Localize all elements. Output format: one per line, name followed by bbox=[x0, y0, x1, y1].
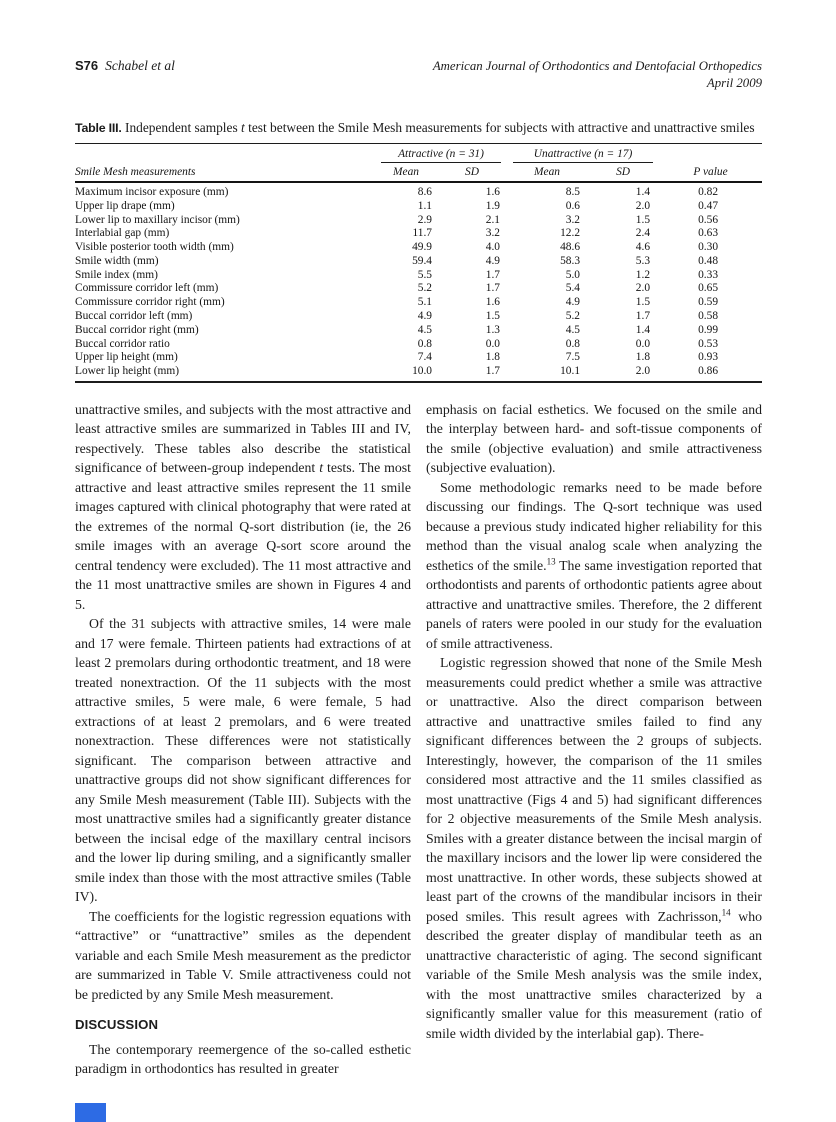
measurement-label: Maximum incisor exposure (mm) bbox=[75, 186, 229, 198]
measurement-value: 5.0 bbox=[565, 268, 581, 281]
measurement-value: 0.53 bbox=[698, 337, 719, 350]
measurement-value: 0.86 bbox=[698, 365, 719, 378]
body-paragraph: Some methodologic remarks need to be made before discussing our findings. The Q-sort technique was used because a previous study indicated higher reliability for this method than the visual analog scale when analyzing the esthetics of the smile.$^{13}$ The same investigation reported that orthodontists and parents of orthodontic patients agree about attractive and unattractive smiles. Therefore, the 2 different panels of raters were pooled in our study for the evaluation of smile attractiveness. bbox=[426, 479, 763, 651]
table-row bbox=[75, 199, 762, 213]
measurement-value: 58.3 bbox=[560, 254, 581, 267]
measurement-value: 8.5 bbox=[565, 186, 581, 198]
measurement-label: Smile index (mm) bbox=[75, 268, 158, 281]
measurement-value: 12.2 bbox=[560, 227, 581, 240]
measurement-value: 0.48 bbox=[698, 254, 719, 267]
measurement-value: 0.56 bbox=[698, 213, 719, 226]
measurement-value: 0.30 bbox=[698, 241, 719, 254]
measurement-value: 3.2 bbox=[485, 227, 501, 240]
measurement-label: Commissure corridor right (mm) bbox=[75, 296, 225, 309]
journal-title: American Journal of Orthodontics and Dentofacial Orthopedics bbox=[432, 59, 762, 73]
measurement-value: 10.0 bbox=[412, 365, 432, 378]
column-header-measurement: Smile Mesh measurements bbox=[75, 163, 375, 182]
measurement-value: 0.8 bbox=[565, 337, 581, 350]
body-paragraph: Of the 31 subjects with attractive smiles, 14 were male and 17 were female. Thirteen patients had extractions of at least 2 premolars during orthodontic treatment, and 18 were treated nonextraction. Of the 11 subjects with the most attractive smiles, 5 were male, 6 were female, 5 had extractions of at least 2 premolars, and 6 were treated nonextraction. These differences were not statistically significant. The comparison between attractive and unattractive groups did not show significant differences for any Smile Mesh measurement (Table III). Subjects with the most unattractive smiles had a significantly greater distance between the incisal edge of the maxillary central incisors and the lower lip during smiling, and a significantly smaller smile index than those with the most attractive smiles (Table IV). bbox=[75, 616, 411, 905]
running-head-right bbox=[433, 58, 762, 92]
measurement-value: 4.9 bbox=[565, 296, 581, 309]
body-paragraph: Logistic regression showed that none of the Smile Mesh measurements could predict whether a smile was attractive or unattractive. Also the direct comparison between attractive and unattractive smiles failed to find any significant differences between the 2 groups of subjects. Interestingly, however, the comparison of the 11 smiles considered most attractive and the 11 smiles classified as most unattractive (Figs 4 and 5) had significant differences for 2 objective measurements of the Smile Mesh analysis. Smiles with a greater distance between the incisal margin of the maxillary incisors and the lower lip were considered the most unattractive. In other words, these subjects showed at least part of the crowns of the mandibular incisors in their posed smiles. This result agrees with Zachrisson,$^{14}$ who described the greater display of mandibular teeth as an unattractive characteristic of aging. The second significant variable of the Smile Mesh analysis was the smile index, with the most unattractive smiles characterized by a significantly smaller value for this measurement (ratio of smile width divided by the interlabial gap). There- bbox=[426, 655, 762, 1041]
body-paragraph: unattractive smiles, and subjects with the most attractive and least attractive smiles are summarized in Tables III and IV, respectively. These tables also describe the statistical significance of between-group independent t tests. The most attractive and least attractive smiles represent the 11 smile images captured with clinical photography that were rated at the extremes of the normal Q-sort distribution (ie, the 26 smile images with an average Q-sort score around the central tendency were excluded). The 11 most attractive and the 11 most unattractive smiles are shown in Figures 4 and 5. bbox=[75, 401, 411, 612]
measurement-value: 1.5 bbox=[485, 310, 501, 323]
body-paragraph: emphasis on facial esthetics. We focused on the smile and the interplay between hard- and soft-tissue components of the smile (objective evaluation) and smile attractiveness (subjective evaluation). bbox=[426, 401, 762, 476]
table-row bbox=[75, 296, 762, 310]
measurement-label: Lower lip height (mm) bbox=[75, 365, 180, 378]
measurement-value: 4.9 bbox=[417, 310, 432, 323]
measurements-table bbox=[75, 143, 762, 383]
group-header-spacer bbox=[659, 144, 762, 164]
measurement-value: 0.99 bbox=[698, 323, 719, 336]
measurement-value: 0.33 bbox=[698, 268, 719, 281]
table-row bbox=[75, 365, 762, 382]
measurement-value: 1.5 bbox=[635, 296, 651, 309]
table-row bbox=[75, 227, 762, 241]
measurement-value: 5.2 bbox=[565, 310, 581, 323]
group-header-attractive: Attractive (n = 31) bbox=[375, 144, 507, 164]
table-row bbox=[75, 323, 762, 337]
right-column bbox=[426, 400, 762, 1079]
body-paragraph: The contemporary reemergence of the so-called esthetic paradigm in orthodontics has resulted in greater bbox=[75, 1041, 411, 1077]
measurements-table-head bbox=[75, 144, 762, 183]
measurement-value: 1.7 bbox=[485, 268, 501, 281]
measurement-value: 0.8 bbox=[417, 337, 432, 350]
measurement-value: 2.9 bbox=[417, 213, 432, 226]
table-group-header-row bbox=[75, 144, 762, 164]
measurement-value: 3.2 bbox=[565, 213, 581, 226]
table-row bbox=[75, 254, 762, 268]
measurement-value: 0.0 bbox=[635, 337, 651, 350]
measurement-label: Buccal corridor ratio bbox=[75, 337, 170, 350]
measurement-label: Upper lip drape (mm) bbox=[75, 199, 175, 212]
table-caption-label: Table III. bbox=[75, 121, 122, 135]
measurement-value: 1.6 bbox=[485, 186, 501, 198]
measurement-value: 48.6 bbox=[560, 241, 581, 254]
table-row bbox=[75, 213, 762, 227]
measurement-label: Interlabial gap (mm) bbox=[75, 227, 170, 240]
measurement-value: 4.5 bbox=[565, 323, 581, 336]
measurement-value: 1.4 bbox=[635, 323, 651, 336]
measurement-value: 1.6 bbox=[485, 296, 501, 309]
table-row bbox=[75, 182, 762, 199]
measurement-value: 4.0 bbox=[485, 241, 501, 254]
table-row bbox=[75, 309, 762, 323]
measurement-value: 0.93 bbox=[698, 351, 719, 364]
table-column-header-row bbox=[75, 163, 762, 182]
measurement-value: 0.65 bbox=[698, 282, 719, 295]
running-authors: Schabel et al bbox=[105, 58, 175, 73]
issue-date: April 2009 bbox=[706, 76, 762, 90]
column-header-mean-unattractive: Mean bbox=[507, 163, 587, 182]
measurement-value: 5.3 bbox=[635, 254, 651, 267]
group-header-spacer bbox=[75, 144, 375, 164]
measurement-value: 1.7 bbox=[485, 365, 501, 378]
measurement-value: 10.1 bbox=[560, 365, 581, 378]
measurement-value: 0.58 bbox=[698, 310, 719, 323]
measurement-value: 1.8 bbox=[635, 351, 651, 364]
measurement-value: 0.63 bbox=[698, 227, 719, 240]
table-caption bbox=[75, 119, 762, 137]
group-header-unattractive: Unattractive (n = 17) bbox=[507, 144, 659, 164]
measurement-value: 2.0 bbox=[635, 282, 651, 295]
measurement-value: 0.59 bbox=[698, 296, 719, 309]
table-row bbox=[75, 268, 762, 282]
column-header-sd-attractive: SD bbox=[437, 163, 507, 182]
measurement-value: 11.7 bbox=[412, 227, 432, 240]
measurement-label: Buccal corridor left (mm) bbox=[75, 310, 193, 323]
measurement-value: 1.1 bbox=[417, 199, 432, 212]
measurement-value: 1.9 bbox=[485, 199, 501, 212]
measurement-value: 5.1 bbox=[417, 296, 432, 309]
table-row bbox=[75, 337, 762, 351]
measurement-value: 5.2 bbox=[417, 282, 432, 295]
measurement-value: 2.1 bbox=[485, 213, 501, 226]
running-head-left bbox=[75, 58, 175, 74]
body-paragraph: The coefficients for the logistic regression equations with “attractive” or “unattractive” smiles as the dependent variable and each Smile Mesh measurement as the predictor are summarized in Table V. Smile attractiveness could not be predicted by any Smile Mesh measurement. bbox=[75, 908, 411, 1002]
table-row bbox=[75, 351, 762, 365]
measurement-label: Buccal corridor right (mm) bbox=[75, 323, 199, 336]
measurement-value: 7.4 bbox=[417, 351, 432, 364]
measurement-label: Lower lip to maxillary incisor (mm) bbox=[75, 213, 240, 226]
column-header-sd-unattractive: SD bbox=[587, 163, 659, 182]
table-caption-text: Independent samples t test between the Smile Mesh measurements for subjects with attractive and unattractive smiles bbox=[121, 120, 755, 135]
measurement-value: 1.5 bbox=[635, 213, 651, 226]
measurement-value: 0.6 bbox=[565, 199, 581, 212]
measurement-value: 4.6 bbox=[635, 241, 651, 254]
measurement-value: 2.0 bbox=[635, 199, 651, 212]
measurement-value: 7.5 bbox=[565, 351, 581, 364]
measurement-value: 0.0 bbox=[485, 337, 501, 350]
measurement-value: 1.7 bbox=[635, 310, 651, 323]
measurement-value: 1.2 bbox=[635, 268, 651, 281]
measurement-value: 0.47 bbox=[698, 199, 719, 212]
measurement-value: 59.4 bbox=[412, 254, 432, 267]
page-number: S76 bbox=[75, 58, 99, 73]
table-row bbox=[75, 282, 762, 296]
table-row bbox=[75, 241, 762, 255]
measurement-value: 1.8 bbox=[485, 351, 501, 364]
measurement-value: 1.3 bbox=[485, 323, 501, 336]
measurement-value: 4.5 bbox=[417, 323, 432, 336]
measurement-value: 1.7 bbox=[485, 282, 501, 295]
article-body bbox=[75, 400, 762, 1079]
measurement-value: 5.5 bbox=[417, 268, 432, 281]
measurement-value: 49.9 bbox=[412, 241, 432, 254]
column-header-mean-attractive: Mean bbox=[375, 163, 437, 182]
measurement-label: Visible posterior tooth width (mm) bbox=[75, 241, 234, 254]
measurements-table-body bbox=[75, 182, 762, 382]
measurement-value: 4.9 bbox=[485, 254, 501, 267]
corner-mark bbox=[75, 1103, 106, 1122]
measurement-value: 2.4 bbox=[635, 227, 651, 240]
measurement-value: 0.82 bbox=[698, 186, 719, 198]
measurement-value: 1.4 bbox=[635, 186, 651, 198]
measurement-label: Smile width (mm) bbox=[75, 254, 159, 267]
column-header-p-value: P value bbox=[659, 163, 762, 182]
measurement-value: 8.6 bbox=[417, 186, 432, 198]
running-head bbox=[75, 58, 762, 92]
discussion-heading: DISCUSSION bbox=[75, 1017, 159, 1033]
measurement-label: Upper lip height (mm) bbox=[75, 351, 178, 364]
measurement-label: Commissure corridor left (mm) bbox=[75, 282, 219, 295]
left-column bbox=[75, 400, 411, 1079]
measurement-value: 5.4 bbox=[565, 282, 581, 295]
measurement-value: 2.0 bbox=[635, 365, 651, 378]
